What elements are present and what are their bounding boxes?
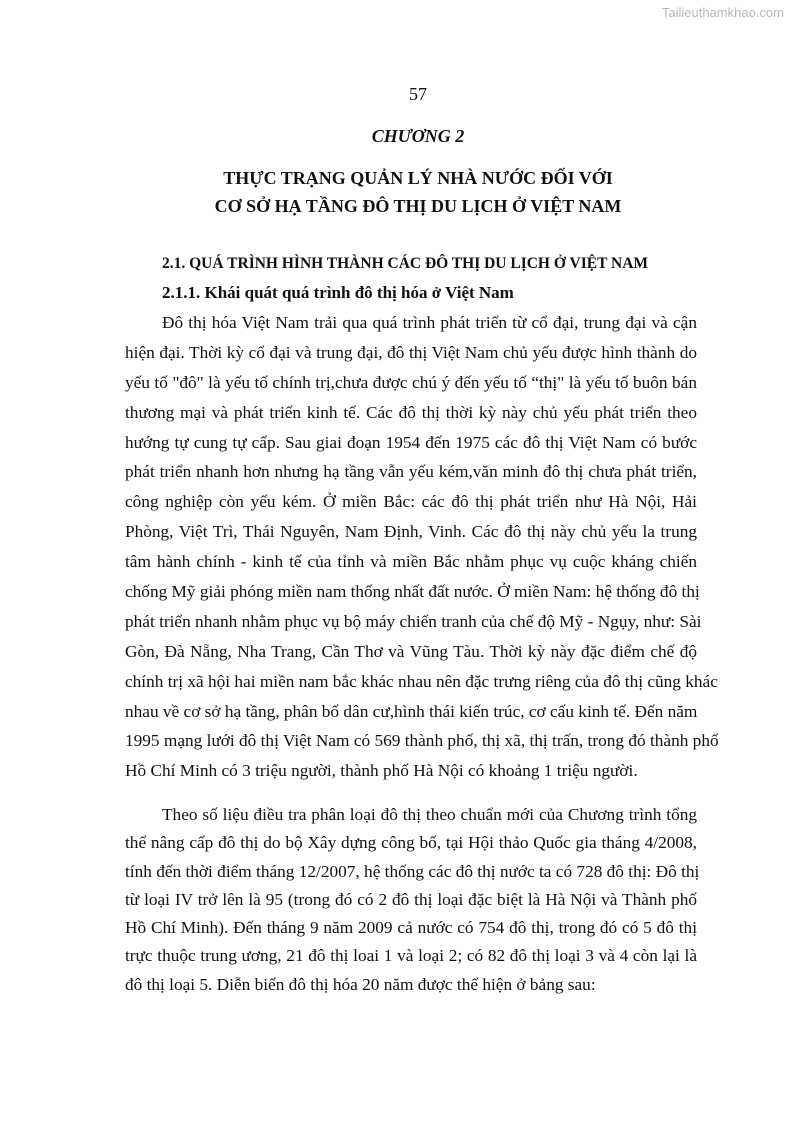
text-line: tính đến thời điểm tháng 12/2007, hệ thống các đô thị nước ta có 728 đô thị: Đô thị [125, 861, 700, 881]
text-line: phát triển nhanh hơn nhưng hạ tầng vẫn yếu kém,văn minh đô thị chưa phát triển, [125, 462, 697, 482]
paragraph-2 [125, 801, 700, 999]
paragraph-1 [125, 308, 719, 786]
chapter-title-line-1: THỰC TRẠNG QUẢN LÝ NHÀ NƯỚC ĐỐI VỚI [223, 168, 613, 188]
text-line: tâm hành chính - kinh tế của tỉnh và miền Bắc nhằm phục vụ cuộc kháng chiến [125, 552, 697, 572]
subsection-heading: 2.1.1. Khái quát quá trình đô thị hóa ở Việt Nam [162, 283, 514, 302]
text-line: Gòn, Đà Nẵng, Nha Trang, Cần Thơ và Vũng Tàu. Thời kỳ này đặc điểm chế độ [125, 641, 697, 661]
watermark: Tailieuthamkhao.com [661, 5, 784, 20]
text-line: Đô thị hóa Việt Nam trải qua quá trình phát triển từ cổ đại, trung đại và cận [162, 313, 697, 332]
chapter-title-line-2: CƠ SỞ HẠ TẦNG ĐÔ THỊ DU LỊCH Ở VIỆT NAM [214, 196, 622, 216]
text-line: công nghiệp còn yếu kém. Ở miền Bắc: các đô thị phát triển như Hà Nội, Hải [125, 492, 697, 512]
text-line: Theo số liệu điều tra phân loại đô thị theo chuẩn mới của Chương trình tổng [162, 805, 697, 824]
text-line: phát triển nhanh nhằm phục vụ bộ máy chiến tranh của chế độ Mỹ - Ngụy, như: Sài [125, 611, 702, 631]
text-line: nhau về cơ sở hạ tầng, phân bố dân cư,hình thái kiến trúc, cơ cấu kinh tế. Đến năm [125, 701, 698, 721]
text-line: thể nâng cấp đô thị do bộ Xây dựng công bố, tại Hội thảo Quốc gia tháng 4/2008, [125, 833, 697, 853]
text-line: từ loại IV trở lên là 95 (trong đó có 2 đô thị loại đặc biệt là Hà Nội và Thành phố [125, 889, 697, 909]
text-line: 1995 mạng lưới đô thị Việt Nam có 569 thành phố, thị xã, thị trấn, trong đó thành phố [125, 731, 719, 751]
text-line: trực thuộc trung ương, 21 đô thị loai 1 và loại 2; có 82 đô thị loại 3 và 4 còn lại là [125, 946, 697, 966]
text-line: đô thị loại 5. Diễn biến đô thị hóa 20 năm được thể hiện ở bảng sau: [125, 974, 596, 994]
text-line: Hồ Chí Minh). Đến tháng 9 năm 2009 cả nước có 754 đô thị, trong đó có 5 đô thị [125, 918, 697, 938]
text-line: chính trị xã hội hai miền nam bắc khác nhau nên đặc trưng riêng của đô thị cũng khác [125, 671, 718, 691]
text-line: yếu tố "đô" là yếu tố chính trị,chưa được chú ý đến yếu tố “thị" là yếu tố buôn bán [125, 372, 697, 392]
text-line: hiện đại. Thời kỳ cổ đại và trung đại, đô thị Việt Nam chủ yếu được hình thành do [125, 342, 697, 362]
text-line: Phòng, Việt Trì, Thái Nguyên, Nam Định, Vinh. Các đô thị này chủ yếu la trung [125, 522, 697, 542]
text-line: hướng tự cung tự cấp. Sau giai đoạn 1954 đến 1975 các đô thị Việt Nam có bước [125, 432, 697, 452]
chapter-heading: CHƯƠNG 2 [371, 126, 465, 146]
text-line: Hồ Chí Minh có 3 triệu người, thành phố Hà Nội có khoảng 1 triệu người. [125, 761, 638, 781]
page-number: 57 [409, 84, 427, 104]
section-heading: 2.1. QUÁ TRÌNH HÌNH THÀNH CÁC ĐÔ THỊ DU LỊCH Ở VIỆT NAM [162, 255, 649, 272]
text-line: chống Mỹ giải phóng miền nam thống nhất đất nước. Ở miền Nam: hệ thống đô thị [125, 582, 700, 602]
text-line: thương mại và phát triển kinh tế. Các đô thị thời kỳ này chủ yếu phát triển theo [125, 402, 697, 422]
